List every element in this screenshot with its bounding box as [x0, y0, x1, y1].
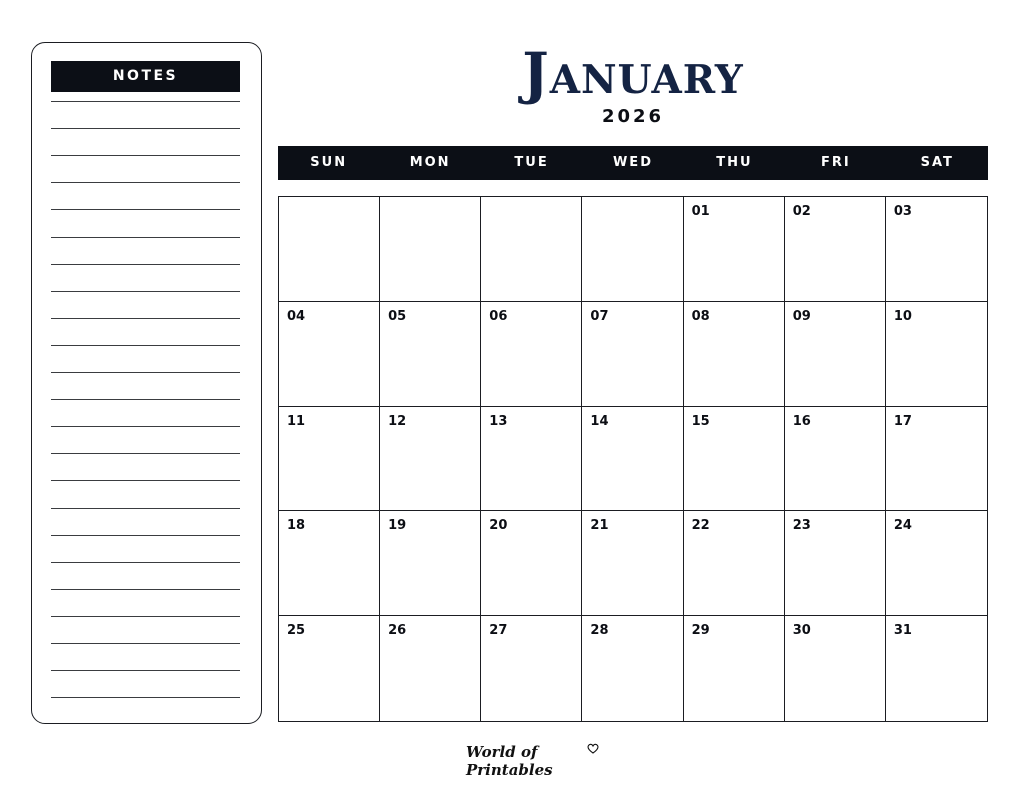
day-number: 24	[893, 518, 912, 534]
day-cell	[582, 302, 683, 407]
day-cell	[886, 302, 987, 407]
year-label: 2026	[601, 106, 665, 127]
brand-text: World of Printables	[466, 743, 553, 779]
day-cell	[279, 407, 380, 512]
heart-icon	[587, 743, 599, 754]
day-cell	[481, 407, 582, 512]
calendar-grid	[278, 196, 988, 722]
notes-line	[51, 480, 240, 481]
day-cell	[380, 407, 481, 512]
day-number: 22	[691, 518, 710, 534]
notes-line	[51, 155, 240, 156]
day-cell	[886, 407, 987, 512]
notes-line	[51, 589, 240, 590]
day-number: 05	[388, 308, 407, 324]
notes-line	[51, 237, 240, 238]
day-number: 29	[691, 623, 710, 639]
day-number: 13	[489, 413, 508, 429]
day-cell	[279, 302, 380, 407]
day-cell	[380, 616, 481, 721]
day-cell	[279, 511, 380, 616]
day-number: 10	[893, 308, 912, 324]
day-cell	[380, 302, 481, 407]
day-cell	[481, 616, 582, 721]
day-number: 08	[691, 308, 710, 324]
notes-line	[51, 128, 240, 129]
notes-line	[51, 643, 240, 644]
day-number: 09	[792, 308, 811, 324]
day-cell	[785, 511, 886, 616]
day-cell	[785, 407, 886, 512]
weekday-label: WED	[612, 155, 653, 170]
day-cell	[380, 511, 481, 616]
day-number: 03	[893, 204, 912, 219]
notes-line	[51, 453, 240, 454]
notes-line	[51, 345, 240, 346]
day-number: 19	[388, 518, 407, 534]
weekday-label: THU	[716, 155, 753, 170]
day-cell	[684, 302, 785, 407]
day-number: 31	[893, 623, 912, 639]
weekday-header	[278, 146, 988, 180]
notes-line	[51, 101, 240, 102]
day-cell	[582, 407, 683, 512]
month-title: January	[522, 41, 744, 107]
notes-line	[51, 508, 240, 509]
day-number: 16	[792, 413, 811, 429]
day-cell	[481, 511, 582, 616]
day-number: 14	[590, 413, 609, 429]
day-cell	[582, 616, 683, 721]
day-number: 17	[893, 413, 912, 429]
day-cell	[684, 197, 785, 302]
notes-line	[51, 291, 240, 292]
day-cell	[380, 197, 481, 302]
notes-line	[51, 616, 240, 617]
day-cell	[785, 197, 886, 302]
day-number: 23	[792, 518, 811, 534]
day-cell	[886, 616, 987, 721]
day-cell	[684, 511, 785, 616]
day-number: 21	[590, 518, 609, 534]
day-number: 27	[489, 623, 508, 639]
day-cell	[785, 302, 886, 407]
weekday-label: SAT	[920, 155, 954, 170]
notes-line	[51, 697, 240, 698]
day-number: 26	[388, 623, 407, 639]
day-number: 15	[691, 413, 710, 429]
notes-line	[51, 562, 240, 563]
notes-line	[51, 318, 240, 319]
notes-line	[51, 209, 240, 210]
day-cell	[785, 616, 886, 721]
day-number: 28	[590, 623, 609, 639]
day-cell	[684, 407, 785, 512]
day-number: 30	[792, 623, 811, 639]
notes-line	[51, 399, 240, 400]
day-cell	[481, 302, 582, 407]
notes-title: NOTES	[51, 61, 240, 92]
weekday-label: TUE	[514, 155, 549, 170]
weekday-label: MON	[409, 155, 451, 170]
notes-line	[51, 535, 240, 536]
day-number: 04	[287, 308, 306, 324]
day-number: 11	[287, 413, 306, 429]
day-number: 01	[691, 204, 710, 219]
day-cell	[886, 197, 987, 302]
day-cell	[481, 197, 582, 302]
day-cell	[582, 197, 683, 302]
notes-line	[51, 372, 240, 373]
brand-logo	[466, 743, 606, 779]
notes-line	[51, 182, 240, 183]
day-cell	[582, 511, 683, 616]
weekday-label: FRI	[820, 155, 851, 170]
day-cell	[684, 616, 785, 721]
notes-line	[51, 670, 240, 671]
day-number: 07	[590, 308, 609, 324]
notes-line	[51, 426, 240, 427]
day-number: 20	[489, 518, 508, 534]
weekday-label: SUN	[310, 155, 348, 170]
day-cell	[886, 511, 987, 616]
day-number: 02	[792, 204, 811, 219]
notes-panel	[31, 42, 262, 724]
day-cell	[279, 616, 380, 721]
day-number: 25	[287, 623, 306, 639]
notes-line	[51, 264, 240, 265]
day-number: 06	[489, 308, 508, 324]
day-number: 12	[388, 413, 407, 429]
day-number: 18	[287, 518, 306, 534]
day-cell	[279, 197, 380, 302]
